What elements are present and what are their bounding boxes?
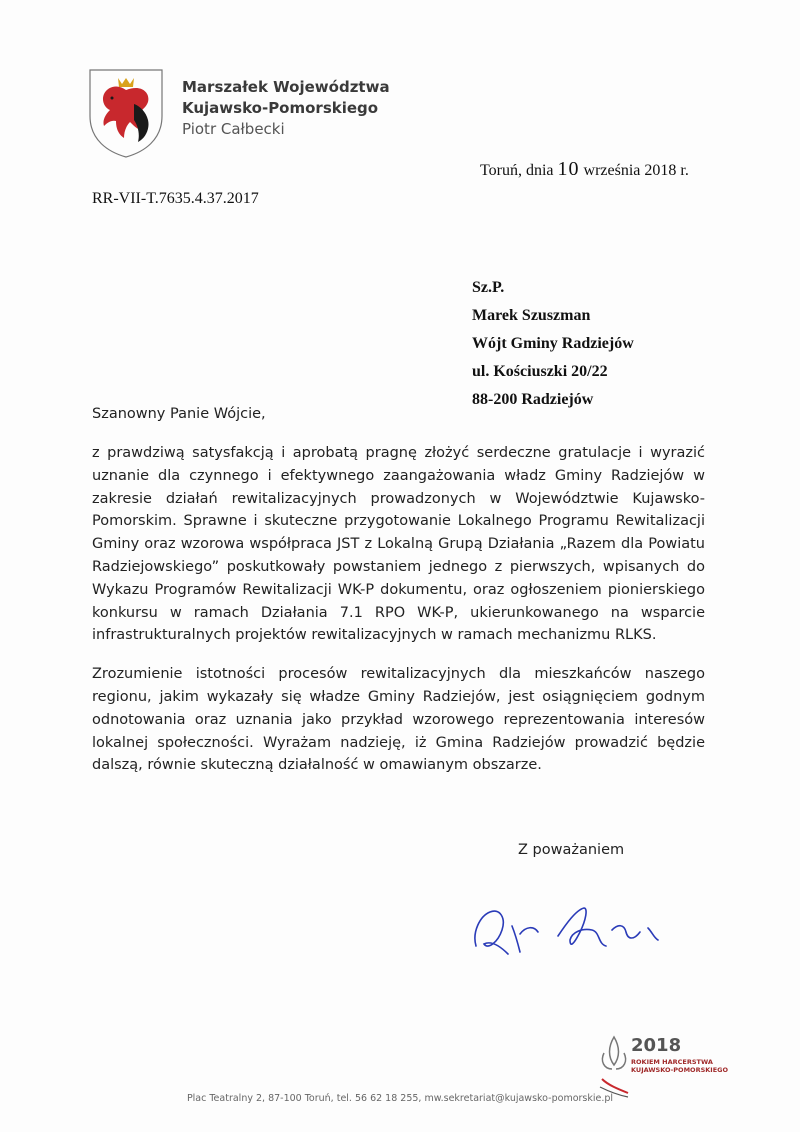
addressee-honorific: Sz.P. [472, 279, 505, 296]
letterhead-region: Kujawsko-Pomorskiego [182, 99, 379, 117]
letterhead-person: Piotr Całbecki [182, 120, 285, 138]
footer-contact: Plac Teatralny 2, 87-100 Toruń, tel. 56 62 18 255, mw.sekretariat@kujawsko-pomorskie.pl [186, 1093, 614, 1104]
letter-date [480, 158, 689, 181]
letterhead-title: Marszałek Województwa [182, 78, 390, 96]
addressee-block [472, 274, 634, 414]
coat-of-arms-icon [88, 68, 164, 158]
fleur-de-lis-icon [598, 1033, 630, 1099]
badge-line-2: KUJAWSKO-POMORSKIEGO [631, 1066, 729, 1074]
reference-number: RR-VII-T.7635.4.37.2017 [92, 190, 259, 207]
badge-line-1: ROKIEM HARCERSTWA [631, 1058, 713, 1066]
addressee-name: Marek Szuszman [472, 307, 591, 324]
anniversary-badge [598, 1033, 729, 1099]
salutation: Szanowny Panie Wójcie, [92, 406, 266, 422]
date-day: 10 [557, 158, 580, 180]
addressee-street: ul. Kościuszki 20/22 [472, 363, 608, 380]
closing: Z poważaniem [518, 842, 625, 858]
addressee-city: 88-200 Radziejów [472, 391, 594, 408]
body-paragraph-1: z prawdziwą satysfakcją i aprobatą pragnę złożyć serdeczne gratulacje i wyrazić uznanie dla czynnego i efektywnego zaangażowania władz Gminy Radziejów w zakresie działań rewitalizacyjnych prowadzonych w Województwie Kujawsko-Pomorskim. Sprawne i skuteczne przygotowanie Lokalnego Programu Rewitalizacji Gminy oraz wzorowa współpraca JST z Lokalną Grupą Działania „Razem dla Powiatu Radziejowskiego” poskutkowały powstaniem jednego z pierwszych, wpisanych do Wykazu Programów Rewitalizacji WK-P dokumentu, oraz ogłoszeniem pionierskiego konkursu w ramach Działania 7.1 RPO WK-P, ukierunkowanego na wsparcie infrastrukturalnych projektów rewitalizacyjnych w ramach mechanizmu RLKS. [92, 445, 705, 644]
addressee-title: Wójt Gminy Radziejów [472, 335, 634, 352]
letterhead [182, 77, 390, 140]
badge-year: 2018 [631, 1035, 682, 1056]
signature-icon [462, 896, 672, 966]
letter-body [92, 442, 705, 793]
body-paragraph-2: Zrozumienie istotności procesów rewitalizacyjnych dla mieszkańców naszego regionu, jakim wykazały się władze Gminy Radziejów, jest osiągnięciem godnym odnotowania oraz uznania jako przykład wzorowego reprezentowania interesów lokalnej społeczności. Wyrażam nadzieję, iż Gmina Radziejów prowadzić będzie dalszą, równie skuteczną działalność w omawianym obszarze. [92, 666, 705, 774]
date-prefix: Toruń, dnia [480, 162, 558, 179]
date-suffix: września 2018 r. [579, 162, 689, 179]
